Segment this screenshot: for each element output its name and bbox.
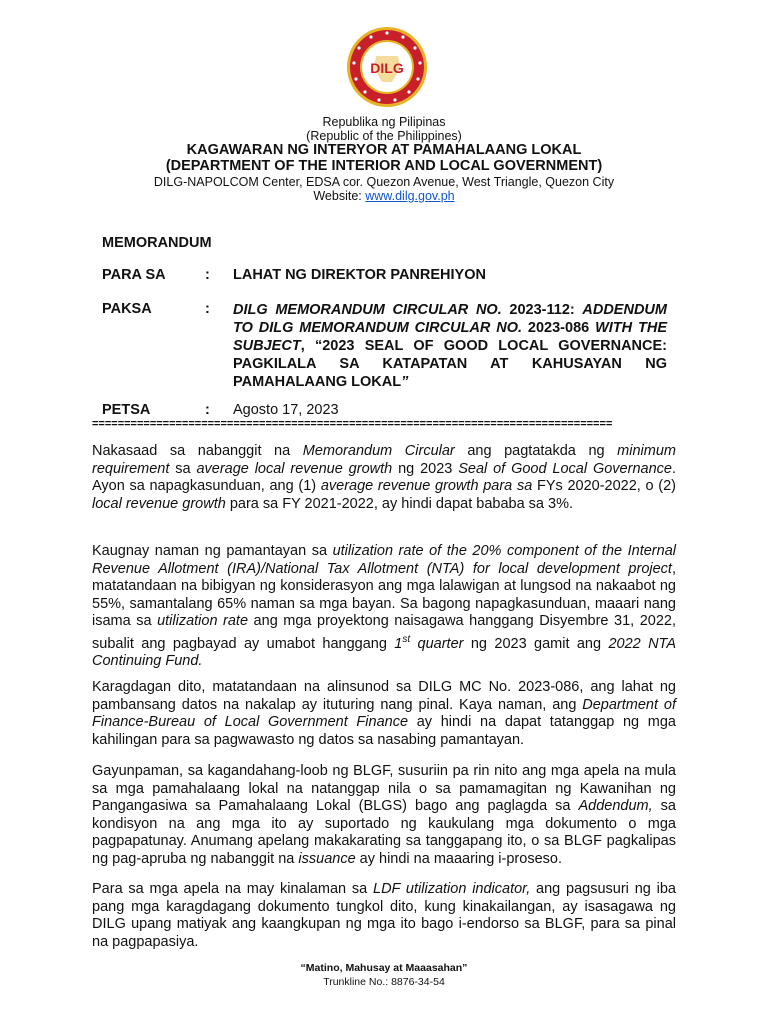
paragraph-5: Para sa mga apela na may kinalaman sa LDF utilization indicator, ang pagsusuri ng iba pang mga karagdagang dokumento tungkol dito, kung kinakailangan, ay isasagawa ng DILG upang matiyak ang kaangkupan ng mga ito bago i-endorso sa BLGF, para sa pinal na pagpapasiya. (92, 881, 676, 950)
website-label: Website: (313, 189, 366, 203)
paksa-colon: : (205, 301, 210, 317)
paksa-label: PAKSA (102, 301, 152, 317)
para-sa-colon: : (205, 267, 210, 283)
paragraph-3: Karagdagan dito, matatandaan na alinsunod sa DILG MC No. 2023-086, ang lahat ng pambansang datos na nakalap ay ituturing nang pinal. Kaya naman, ang Department of Finance-Bureau of Local Government Finance ay hindi na dapat tatanggap ng mga kahilingan para sa pagwawasto ng datos sa nasabing pamantayan. (92, 679, 677, 748)
paksa-subject: DILG MEMORANDUM CIRCULAR NO. 2023-112: ADDENDUM TO DILG MEMORANDUM CIRCULAR NO. 2023-086 WITH THE SUBJECT, “2023 SEAL OF GOOD LOCAL GOVERNANCE: PAGKILALA SA KATAPATAN AT KAHUSAYAN NG PAMAHALAANG LOKAL” (233, 302, 667, 390)
office-address: DILG-NAPOLCOM Center, EDSA cor. Quezon Avenue, West Triangle, Quezon City (153, 175, 615, 189)
memorandum-title: MEMORANDUM (102, 235, 212, 251)
petsa-value: Agosto 17, 2023 (233, 402, 339, 418)
republic-filipino: Republika ng Pilipinas (322, 115, 446, 129)
footer-trunkline: Trunkline No.: 8876-34-54 (323, 976, 445, 988)
republic-english: (Republic of the Philippines) (306, 129, 462, 143)
website-link[interactable]: www.dilg.gov.ph (365, 189, 455, 203)
para-sa-value: LAHAT NG DIREKTOR PANREHIYON (233, 267, 486, 283)
department-name-english: (DEPARTMENT OF THE INTERIOR AND LOCAL GOVERNMENT) (165, 158, 603, 174)
paragraph-4: Gayunpaman, sa kagandahang-loob ng BLGF, susuriin pa rin nito ang mga apela na mula sa mga pamahalaang lokal na natanggap nila o sa pamamagitan ng Kawanihan ng Pangangasiwa sa Pamahalaang Lokal (BLGS) bago ang paglagda sa Addendum, sa kondisyon na ang mga ito ay suportado ng kaukulang mga dokumento o mga pagpapatunay. Anumang apelang makakarating sa tanggapang ito, o sa BLGF pagkalipas ng pag-apruba ng nabanggit na issuance ay hindi na maaaring i-proseso. (92, 763, 676, 867)
department-name-filipino: KAGAWARAN NG INTERYOR AT PAMAHALAANG LOKAL (186, 142, 582, 158)
paragraph-1: Nakasaad sa nabanggit na Memorandum Circular ang pagtatakda ng minimum requirement sa average local revenue growth ng 2023 Seal of Good Local Governance. Ayon sa napagkasunduan, ang (1) average revenue growth para sa FYs 2020-2022, o (2) local revenue growth para sa FY 2021-2022, ay hindi dapat bababa sa 3%. (92, 443, 676, 512)
dilg-seal-logo (346, 26, 428, 108)
website-line (0, 189, 768, 204)
paragraph-2: Kaugnay naman ng pamantayan sa utilization rate of the 20% component of the Internal Revenue Allotment (IRA)/National Tax Allotment (NTA) for local development project, matatandaan na bibigyan ng konsiderasyon ang mga lalawigan at lungsod na nakaabot ng 55%, samantalang 65% naman sa mga bayan. Sa bagong napagkasunduan, maaari nang isama sa utilization rate ang mga proyektong naisagawa hanggang Disyembre 31, 2022, subalit ang pagbayad ay umabot hanggang 1st quarter ng 2023 gamit ang 2022 NTA Continuing Fund. (92, 543, 676, 670)
petsa-colon: : (205, 402, 210, 418)
footer-motto: “Matino, Mahusay at Maaasahan” (300, 962, 468, 974)
separator-rule: ================================================================================= (92, 418, 613, 430)
para-sa-label: PARA SA (102, 267, 166, 283)
petsa-label: PETSA (102, 402, 151, 418)
seal-lettering: DILG (370, 60, 404, 76)
